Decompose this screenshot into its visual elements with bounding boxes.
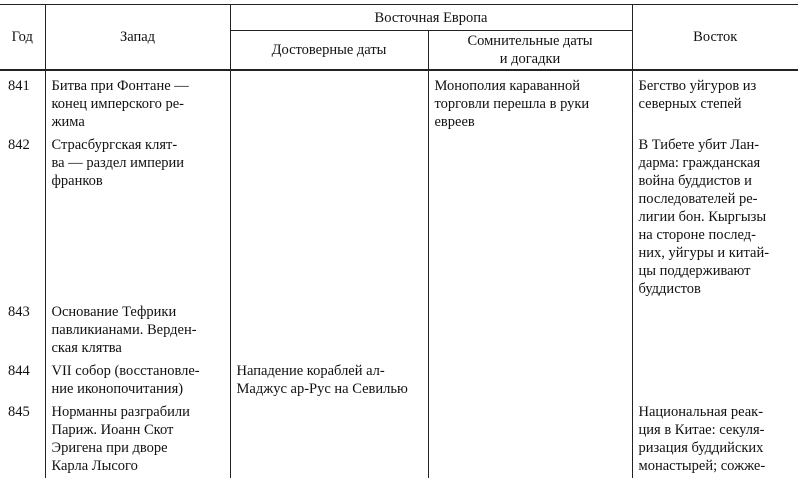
- header-eastern-europe: Восточная Европа: [230, 5, 632, 31]
- header-doubtful-dates: [428, 31, 632, 71]
- header-east: Восток: [632, 5, 798, 71]
- table-row: [0, 70, 798, 134]
- text-line: Эригена при дворе: [51, 440, 168, 456]
- reliable-dates-cell: [230, 401, 428, 478]
- text-line: Норманны разграбили: [51, 404, 190, 420]
- text-line: Бегство уйгуров из: [638, 78, 757, 94]
- reliable-dates-cell: [230, 360, 428, 401]
- header-doubtful-line1: Сомнительные даты: [467, 33, 593, 49]
- table-body: [0, 70, 798, 478]
- text-line: конец имперского ре-: [51, 96, 184, 112]
- text-line: ция в Китае: секуля-: [638, 422, 765, 438]
- table-row: [0, 360, 798, 401]
- west-cell: [45, 301, 230, 360]
- text-line: Национальная реак-: [638, 404, 764, 420]
- year-cell: 841: [0, 70, 45, 134]
- west-cell: [45, 134, 230, 301]
- text-line: цы поддерживают: [638, 263, 751, 279]
- text-line: евреев: [434, 114, 475, 130]
- text-line: северных степей: [638, 96, 742, 112]
- text-line: Париж. Иоанн Скот: [51, 422, 174, 438]
- reliable-dates-cell: [230, 134, 428, 301]
- year-cell: 843: [0, 301, 45, 360]
- reliable-dates-cell: [230, 301, 428, 360]
- table-header: [0, 5, 798, 71]
- text-line: дарма: гражданская: [638, 155, 761, 171]
- table-row: [0, 134, 798, 301]
- text-line: Монополия караванной: [434, 78, 580, 94]
- text-line: Основание Тефрики: [51, 304, 177, 320]
- doubtful-dates-cell: [428, 301, 632, 360]
- text-line: лигии бон. Кыргызы: [638, 209, 767, 225]
- doubtful-dates-cell: [428, 360, 632, 401]
- chronology-table: [0, 4, 798, 478]
- text-line: ризация буддийских: [638, 440, 764, 456]
- text-line: ва — раздел империи: [51, 155, 185, 171]
- text-line: павликианами. Верден-: [51, 322, 197, 338]
- text-line: VII собор (восстановле-: [51, 363, 200, 379]
- year-cell: 845: [0, 401, 45, 478]
- text-line: Карла Лысого: [51, 458, 138, 474]
- text-line: В Тибете убит Лан-: [638, 137, 760, 153]
- header-doubtful-line2: и догадки: [499, 51, 561, 67]
- text-line: торговли перешла в руки: [434, 96, 590, 112]
- east-cell: [632, 301, 798, 360]
- reliable-dates-cell: [230, 70, 428, 134]
- text-line: Страсбургская клят-: [51, 137, 178, 153]
- text-line: Нападение кораблей ал-: [236, 363, 385, 379]
- text-line: монастырей; сожже-: [638, 458, 766, 474]
- east-cell: [632, 360, 798, 401]
- doubtful-dates-cell: [428, 401, 632, 478]
- year-cell: 842: [0, 134, 45, 301]
- text-line: последователей ре-: [638, 191, 758, 207]
- header-west: Запад: [45, 5, 230, 71]
- doubtful-dates-cell: [428, 70, 632, 134]
- west-cell: [45, 70, 230, 134]
- text-line: франков: [51, 173, 103, 189]
- text-line: жима: [51, 114, 85, 130]
- text-line: Маджус ар-Рус на Севилью: [236, 381, 408, 397]
- west-cell: [45, 401, 230, 478]
- east-cell: [632, 401, 798, 478]
- text-line: на стороне послед-: [638, 227, 756, 243]
- table-row: [0, 401, 798, 478]
- header-year: Год: [0, 5, 45, 71]
- text-line: война буддистов и: [638, 173, 752, 189]
- text-line: буддистов: [638, 281, 701, 297]
- text-line: ние иконопочитания): [51, 381, 184, 397]
- doubtful-dates-cell: [428, 134, 632, 301]
- text-line: ская клятва: [51, 340, 122, 356]
- table-row: [0, 301, 798, 360]
- text-line: них, уйгуры и китай-: [638, 245, 770, 261]
- year-cell: 844: [0, 360, 45, 401]
- east-cell: [632, 70, 798, 134]
- header-reliable-dates: Достоверные даты: [230, 31, 428, 71]
- west-cell: [45, 360, 230, 401]
- text-line: Битва при Фонтане —: [51, 78, 189, 94]
- east-cell: [632, 134, 798, 301]
